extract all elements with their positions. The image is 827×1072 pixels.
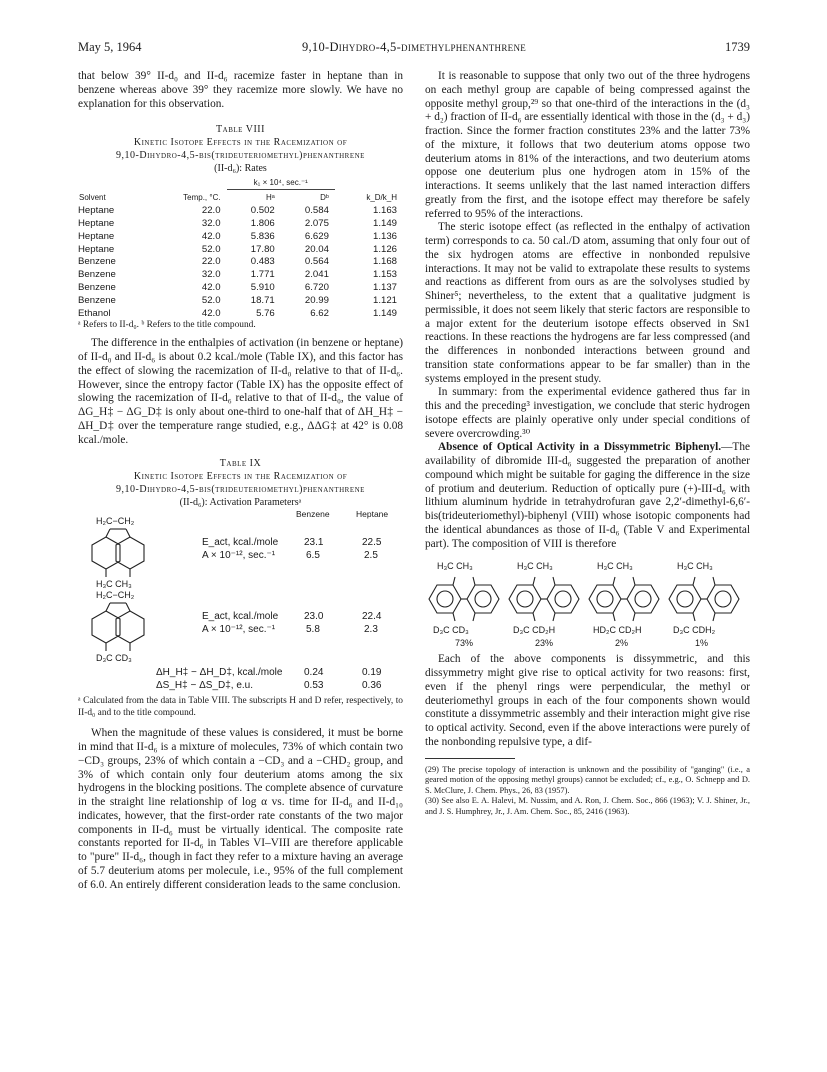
biphenyl-structure	[585, 575, 663, 623]
running-header	[78, 40, 750, 56]
rates-table	[78, 175, 403, 319]
biphenyl-top-label: H₃C CH₃	[677, 561, 713, 572]
table-cell: 1.806	[250, 217, 275, 229]
table-title: 9,10-Dihydro-4,5-bis(trideuteriomethyl)phenanthrene	[116, 484, 365, 496]
dh-benzene: 0.24	[304, 667, 324, 679]
header-title: 9,10-Dihydro-4,5-dimethylphenanthrene	[301, 40, 527, 54]
table-cell: 6.720	[304, 281, 329, 293]
paragraph: It is reasonable to suppose that only two out of the three hydrogens on each methyl group are capable of being compressed against the opposite methyl group,²⁹ so that one-third of the interactions in the (d₃ + d₂) fraction of II-d₆ are essentially identical with those in the (d₃ + d₃) fraction. Since the former fraction constitutes 23% and the latter 73% of the mixture, it follows that two deuterium atoms oppose two deuterium atoms in 81% of the interactions, and two deuterium atoms oppose one deuterium plus one hydrogen atom in 15% of the interactions. It seems unlikely that the last named interaction differs greatly from the first, and the isotope effect may therefore be safely referred to 95% of the interactions.	[425, 70, 750, 220]
table-cell: 0.564	[304, 256, 329, 268]
ds-label: ΔS_H‡ − ΔS_D‡, e.u.	[156, 680, 254, 692]
table-cell: 6.62	[310, 307, 329, 319]
table-cell: Heptane	[78, 217, 115, 229]
a-heptane: 2.3	[364, 624, 378, 636]
table-cell: 1.136	[372, 230, 397, 242]
paragraph: The steric isotope effect (as reflected in the enthalpy of activation term) corresponds to ca. 50 cal./D atom, assuming that only four out of the six hydrogen atoms are effective in nonbonded repulsive interactions. It may not be valid to extrapolate these results to systems and reactions as different from ours as are the solvolyses studied by Shiner⁵; nevertheless, to the extent that a qualitative judgment is permissible, it does not seem likely that steric factors are responsible to a major extent for the deuterium isotope effects observed in Sɴ1 reactions. In these reactions the hydrogens are far less compressed (and the differences in nonbonded interactions between ground and transition state conformations appear to be far smaller) than in the systems employed in the present study.	[425, 221, 750, 385]
a-label: A × 10⁻¹², sec.⁻¹	[202, 624, 276, 636]
ea-heptane: 22.4	[362, 611, 382, 623]
right-column	[425, 70, 750, 817]
table-row	[78, 255, 403, 268]
section-text: —The availability of dibromide III-d₆ suggested the preparation of another compound which might be suitable for gaging the difference in the size of protium and deuterium. Reduction of optically pure (+)-III-d₆ with lithium aluminum hydride in tetrahydrofuran gave 2,2′-dimethyl-6,6′-bis(trideuteriomethyl)-biphenyl (VIII) whose isotopic components had the identical abundances as those of II-d₆ (Table V and Experimental part). The composition of VIII is therefore	[425, 441, 750, 550]
table-cell: Heptane	[78, 205, 115, 217]
biphenyl-percent: 2%	[615, 638, 629, 649]
ea-benzene: 23.1	[304, 537, 324, 549]
biphenyl-structure	[665, 575, 743, 623]
biphenyl-component	[665, 561, 743, 653]
table-cell: 22.0	[201, 256, 221, 268]
table-cell: 42.0	[201, 307, 221, 319]
structure-top-label: H₂C−CH₂	[96, 516, 135, 527]
biphenyl-percent: 1%	[695, 638, 709, 649]
a-benzene: 5.8	[306, 624, 320, 636]
table-row	[78, 230, 403, 243]
column-header: Dᵇ	[320, 192, 329, 202]
ds-heptane: 0.36	[362, 680, 382, 692]
header-page-number: 1739	[725, 40, 750, 54]
table-cell: 22.0	[201, 205, 221, 217]
biphenyl-component	[425, 561, 503, 653]
paragraph: that below 39° II-d₀ and II-d₆ racemize faster in heptane than in benzene whereas above 39° they racemize more slowly. We have no explanation for this observation.	[78, 70, 403, 110]
activation-differences	[78, 667, 403, 695]
dh-label: ΔH_H‡ − ΔH_D‡, kcal./mole	[156, 667, 283, 679]
biphenyl-top-label: H₃C CH₃	[517, 561, 553, 572]
table-row	[78, 243, 403, 256]
footnote-divider	[425, 758, 515, 759]
table-cell: Benzene	[78, 294, 116, 306]
table-row	[78, 204, 403, 217]
table-title: (II-d₆): Rates	[214, 163, 267, 175]
span-header: k₁ × 10⁴, sec.⁻¹	[227, 175, 335, 190]
table-cell: 20.99	[304, 294, 329, 306]
ea-label: E_act, kcal./mole	[202, 611, 279, 623]
table-row	[78, 307, 403, 320]
table-label: Table IX	[219, 458, 262, 470]
table-title: (II-d₆): Activation Parametersᵃ	[179, 497, 302, 509]
table-title: Kinetic Isotope Effects in the Racemization of	[133, 137, 348, 149]
table-cell: 0.502	[250, 205, 275, 217]
col-heptane: Heptane	[356, 509, 389, 520]
table-cell: 6.629	[304, 230, 329, 242]
section-heading: Absence of Optical Activity in a Dissymmetric Biphenyl.	[438, 441, 722, 454]
dh-heptane: 0.19	[362, 667, 382, 679]
biphenyl-top-label: H₃C CH₃	[437, 561, 473, 572]
table-cell: 1.153	[372, 269, 397, 281]
biphenyl-structure	[425, 575, 503, 623]
table-cell: 32.0	[201, 269, 221, 281]
table-9	[78, 457, 403, 719]
table-footnote: ᵃ Refers to II-d₀. ᵇ Refers to the title compound.	[78, 320, 256, 331]
table-cell: 52.0	[201, 294, 221, 306]
a-label: A × 10⁻¹², sec.⁻¹	[202, 550, 276, 562]
table-cell: 1.121	[372, 294, 397, 306]
table-cell: 42.0	[201, 230, 221, 242]
structure-top-label: H₂C−CH₂	[96, 590, 135, 601]
structure-row-d0	[78, 516, 403, 593]
biphenyl-bottom-label: D₃C CD₂H	[513, 625, 556, 636]
biphenyl-bottom-label: D₃C CDH₂	[673, 625, 716, 636]
table-title: Kinetic Isotope Effects in the Racemization of	[133, 471, 348, 483]
paragraph: Each of the above components is dissymmetric, and this dissymmetry might give rise to optical activity for two reasons: first, even if the phenyl rings were perpendicular, the methyl or deuteriomethyl groups in each of the four components shown would constitute a dissymmetric assembly and their interaction might give rise to optical activity. Second, even if the above interactions were purely of the nonbonding repulsive type, a dif-	[425, 653, 750, 748]
structure-bottom-label: D₃C CD₃	[96, 653, 132, 664]
table-cell: 1.771	[250, 269, 275, 281]
ea-benzene: 23.0	[304, 611, 324, 623]
table-cell: 5.76	[256, 307, 275, 319]
header-date: May 5, 1964	[78, 40, 142, 54]
table-footnote: ᵃ Calculated from the data in Table VIII. The subscripts H and D refer, respectively, to II-d₀ and to the title compound.	[78, 696, 403, 719]
ea-heptane: 22.5	[362, 537, 382, 549]
column-header: Hᵃ	[265, 192, 275, 202]
column-header: Solvent	[79, 192, 106, 202]
table-cell: 1.137	[372, 281, 397, 293]
column-header: k_D/k_H	[366, 192, 397, 202]
table-label: Table VIII	[216, 124, 265, 136]
table-title: 9,10-Dihydro-4,5-bis(trideuteriomethyl)phenanthrene	[116, 150, 365, 162]
table-8	[78, 123, 403, 331]
col-benzene: Benzene	[296, 509, 330, 520]
biphenyl-structure	[505, 575, 583, 623]
section-paragraph	[425, 441, 750, 551]
structure-bottom-label: H₃C CH₃	[96, 579, 132, 590]
table-cell: 5.910	[250, 281, 275, 293]
table-cell: Benzene	[78, 256, 116, 268]
paragraph: When the magnitude of these values is considered, it must be borne in mind that II-d₆ is a mixture of molecules, 73% of which contain two −CD₃ groups, 23% of which contain a −CD₃ and a −CHD₂ group, and 3% of which contain only four deuterium atoms among the six hydrogens in the blocking positions. The complete absence of curvature in the straight line relationship of log α vs. time for II-d₆ and II-d₁₀ indicates, however, that the first-order rate constants of the two major components in II-d₆ must be virtually identical. The composite rate constants reported for II-d₆ in Tables VI–VIII are therefore applicable to "pure" II-d₆, though in fact they refer to a mixture having an average of 5.7 deuterium atoms per molecule, i.e., 95% of the full complement of 6.0. An entirely different consideration leads to the same conclusion.	[78, 727, 403, 891]
footnote-29: (29) The precise topology of interaction is unknown and the possibility of "ganging" (i.e., a geared motion of the opposing methyl groups) cannot be excluded; cf., e.g., O. Schnepp and D. S. McClure, J. Chem. Phys., 26, 83 (1957).	[425, 764, 750, 795]
table-cell: 17.80	[250, 243, 275, 255]
table-cell: Benzene	[78, 269, 116, 281]
table-cell: 1.163	[372, 205, 397, 217]
table-cell: 0.483	[250, 256, 275, 268]
table-cell: 32.0	[201, 217, 221, 229]
table-cell: 0.584	[304, 205, 329, 217]
column-header: Temp., °C.	[183, 192, 221, 202]
table-cell: Benzene	[78, 281, 116, 293]
table-cell: Heptane	[78, 243, 115, 255]
table-row	[78, 281, 403, 294]
table-cell: 1.149	[372, 217, 397, 229]
table-cell: 2.075	[304, 217, 329, 229]
a-benzene: 6.5	[306, 550, 320, 562]
footnote-30: (30) See also E. A. Halevi, M. Nussim, and A. Ron, J. Chem. Soc., 866 (1963); V. J. Shiner, Jr., and J. S. Humphrey, Jr., J. Am. Chem. Soc., 85, 2416 (1963).	[425, 796, 750, 816]
table-row	[78, 294, 403, 307]
biphenyl-components	[425, 561, 750, 653]
table-cell: 5.836	[250, 230, 275, 242]
table-cell: 1.149	[372, 307, 397, 319]
a-heptane: 2.5	[364, 550, 378, 562]
table-row	[78, 268, 403, 281]
table-cell: 20.04	[304, 243, 329, 255]
biphenyl-percent: 73%	[455, 638, 474, 649]
paragraph: The difference in the enthalpies of activation (in benzene or heptane) of II-d₀ and II-d₆ is about 0.2 kcal./mole (Table IX), and this factor has the effect of slowing the racemization of II-d₀ relative to that of II-d₆. However, since the entropy factor (Table IX) has the opposite effect of slowing the racemization of II-d₆ relative to that of II-d₀, the value of ΔG_H‡ − ΔG_D‡ is only about one-third to one-half that of ΔH_H‡ − ΔH_D‡ over the temperature range studied, e.g., ΔΔG‡ at 42° is 0.08 kcal./mole.	[78, 337, 403, 446]
table-cell: Ethanol	[78, 307, 111, 319]
table-row	[78, 217, 403, 230]
biphenyl-top-label: H₃C CH₃	[597, 561, 633, 572]
biphenyl-bottom-label: HD₂C CD₂H	[593, 625, 642, 636]
table-cell: Heptane	[78, 230, 115, 242]
ea-label: E_act, kcal./mole	[202, 537, 279, 549]
table-cell: 18.71	[250, 294, 275, 306]
table-cell: 1.168	[372, 256, 397, 268]
biphenyl-bottom-label: D₃C CD₃	[433, 625, 469, 636]
left-column	[78, 70, 403, 892]
table-cell: 2.041	[304, 269, 329, 281]
table-cell: 52.0	[201, 243, 221, 255]
biphenyl-component	[505, 561, 583, 653]
ds-benzene: 0.53	[304, 680, 324, 692]
table-cell: 42.0	[201, 281, 221, 293]
biphenyl-percent: 23%	[535, 638, 554, 649]
biphenyl-component	[585, 561, 663, 653]
paragraph: In summary: from the experimental evidence gathered thus far in this and the preceding³ investigation, we conclude that steric hydrogen isotope effects are plainly operative only under special conditions of severe overcrowding.³⁰	[425, 386, 750, 440]
table-cell: 1.126	[372, 243, 397, 255]
structure-row-d6	[78, 590, 403, 667]
